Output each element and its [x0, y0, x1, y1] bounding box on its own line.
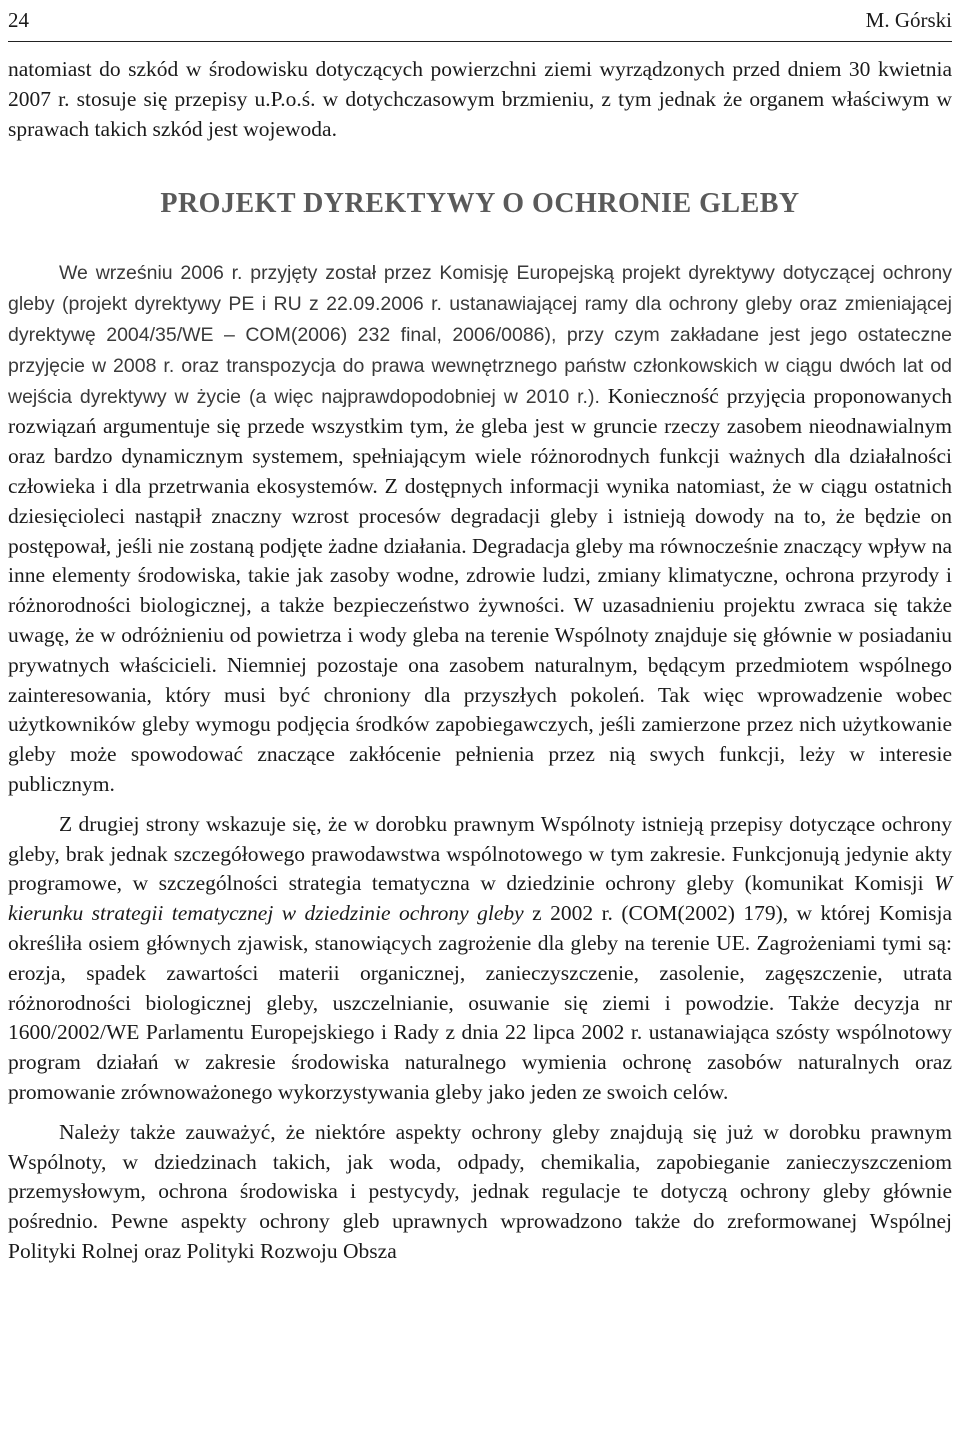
- paragraph-2-italic-title: W kierunku strategii tematycznej w dziedzinie ochrony gleby: [8, 871, 952, 926]
- paragraph-1-rest: Konieczność przyjęcia proponowanych rozwiązań argumentuje się przede wszystkim tym, że gleba jest w gruncie rzeczy zasobem nieodnawialnym oraz bardzo dynamicznym systemem, spełniającym wiele różnorodnych funkcji ważnych dla działalności człowieka i dla przetrwania ekosystemów. Z dostępnych informacji wynika natomiast, że w ciągu ostatnich dziesięcioleci nastąpił znaczny wzrost procesów degradacji gleby i istnieją dowody na to, że będzie on postępował, jeśli nie zostaną podjęte żadne działania. Degradacja gleby ma równocześnie znaczący wpływ na inne elementy środowiska, takie jak zasoby wodne, zdrowie ludzi, zmiany klimatyczne, ochrona przyrody i różnorodności biologicznej, a także bezpieczeństwo żywności. W uzasadnieniu projektu zwraca się także uwagę, że w odróżnieniu od powietrza i wody gleba na terenie Wspólnoty znajduje się głównie w posiadaniu prywatnych właścicieli. Niemniej pozostaje ona zasobem naturalnym, będącym przedmiotem wspólnego zainteresowania, który musi być chroniony dla przyszłych pokoleń. Tak więc wprowadzenie wobec użytkowników gleby wymogu podjęcia środków zapobiegawczych, jeśli zamierzone przez nich użytkowanie gleby może spowodować znaczące zakłócenie pełnienia przez nią swych funkcji, leży w interesie publicznym.: [8, 383, 952, 796]
- page-number: 24: [8, 7, 29, 32]
- paragraph-1-lead: We wrześniu 2006 r. przyjęty został przez Komisję Europejską projekt dyrektywy dotyczącej ochrony gleby (projekt dyrektywy PE i RU z 22.09.2006 r. ustanawiającej ramy dla ochrony gleby oraz zmieniającej dyrektywę 2004/35/WE – COM(2006) 232 final, 2006/0086), przy czym zakładane jest jego ostateczne przyjęcie w 2008 r. oraz transpozycja do prawa wewnętrznego państw członkowskich w ciągu dwóch lat od wejścia dyrektywy w życie (a więc najprawdopodobniej w 2010 r.).: [8, 262, 952, 408]
- running-author: M. Górski: [865, 7, 952, 32]
- header-rule: [8, 41, 952, 42]
- paragraph-2-part-b: z 2002 r. (COM(2002) 179), w której Komisja określiła osiem głównych zjawisk, stanowiących zagrożenie dla gleby na terenie UE. Zagrożeniami tymi są: erozja, spadek zawartości materii organicznej, zanieczyszczenie, zasolenie, zagęszczenie, utrata różnorodności biologicznej gleby, uszczelnianie, osuwanie się ziemi i powodzie. Także decyzja nr 1600/2002/WE Parlamentu Europejskiego i Rady z dnia 22 lipca 2002 r. ustanawiająca szósty wspólnotowy program działań w zakresie środowiska naturalnego wymienia ochronę zasobów naturalnych oraz promowanie zrównoważonego wykorzystywania gleby jako jeden ze swoich celów.: [8, 901, 953, 1104]
- intro-paragraph: natomiast do szkód w środowisku dotyczących powierzchni ziemi wyrządzonych przed dniem 30 kwietnia 2007 r. stosuje się przepisy u.P.o.ś. w dotychczasowym brzmieniu, z tym jednak że organem właściwym w sprawach takich szkód jest wojewoda.: [8, 57, 952, 141]
- running-header: [8, 2, 952, 38]
- paragraph-2: [8, 810, 952, 1108]
- section-title: PROJEKT DYREKTYWY O OCHRONIE GLEBY: [160, 188, 800, 220]
- paragraph-1: [8, 258, 952, 799]
- body-text: [8, 55, 952, 1267]
- paragraph-3: Należy także zauważyć, że niektóre aspekty ochrony gleby znajdują się już w dorobku prawnym Wspólnoty, w dziedzinach takich, jak woda, odpady, chemikalia, zapobieganie zanieczyszczeniom przemysłowym, ochrona środowiska i pestycydy, jednak regulacje te dotyczą ochrony gleby głównie pośrednio. Pewne aspekty ochrony gleb uprawnych wprowadzono także do zreformowanej Wspólnej Polityki Rolnej oraz Polityki Rozwoju Obsza: [8, 1119, 952, 1263]
- paragraph-2-part-a: Z drugiej strony wskazuje się, że w dorobku prawnym Wspólnoty istnieją przepisy dotyczące ochrony gleby, brak jednak szczegółowego prawodawstwa wspólnotowego w tym zakresie. Funkcjonują jedynie akty programowe, w szczególności strategia tematyczna w dziedzinie ochrony gleby (komunikat Komisji: [8, 811, 952, 896]
